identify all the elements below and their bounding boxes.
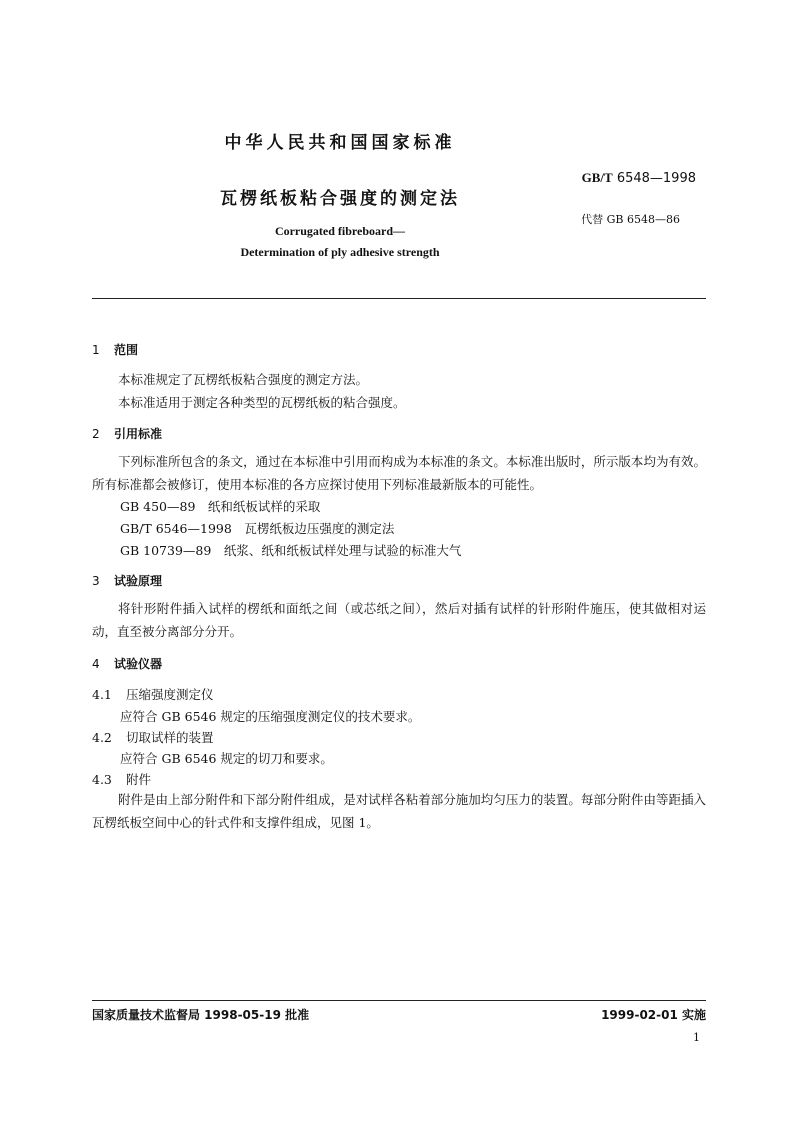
subsection-number: 4.1	[92, 687, 112, 702]
subsection-4-3-heading	[92, 770, 151, 788]
page-number: 1	[693, 1031, 700, 1044]
approval-line: 国家质量技术监督局 1998-05-19 批准	[92, 1008, 310, 1022]
section-2-body	[92, 450, 706, 496]
section-3-heading	[92, 572, 162, 589]
replaces-standard: 代替 GB 6548—86	[581, 213, 680, 226]
subsection-title: 附件	[126, 772, 152, 787]
section-3-body	[92, 597, 706, 643]
document-title-en-line1: Corrugated fibreboard—	[274, 224, 406, 238]
section-title: 范围	[114, 343, 139, 357]
subsection-4-2-heading	[92, 728, 214, 746]
section-number: 2	[92, 427, 100, 441]
reference-item: GB 450—89 纸和纸板试样的采取	[120, 499, 321, 514]
paragraph: 本标准适用于测定各种类型的瓦楞纸板的粘合强度。	[118, 395, 406, 410]
header-divider	[92, 298, 706, 299]
section-title: 试验仪器	[114, 657, 163, 671]
implementation-date: 1999-02-01 实施	[601, 1008, 706, 1022]
subsection-4-2-text: 应符合 GB 6546 规定的切刀和要求。	[120, 751, 333, 766]
document-title-en-line2: Determination of ply adhesive strength	[240, 245, 440, 259]
document-title-cn: 瓦楞纸板粘合强度的测定法	[220, 189, 460, 209]
standard-code-prefix: GB/T	[581, 170, 613, 185]
section-number: 4	[92, 657, 100, 671]
section-title: 引用标准	[114, 427, 163, 441]
subsection-4-1-text: 应符合 GB 6546 规定的压缩强度测定仪的技术要求。	[120, 709, 421, 724]
reference-item: GB 10739—89 纸浆、纸和纸板试样处理与试验的标准大气	[120, 543, 462, 558]
paragraph: 将针形附件插入试样的楞纸和面纸之间（或芯纸之间），然后对插有试样的针形附件施压，使其做相对运动，直至被分离部分分开。	[92, 601, 706, 639]
section-1-body	[92, 368, 706, 414]
reference-item: GB/T 6546—1998 瓦楞纸板边压强度的测定法	[120, 521, 395, 536]
section-2-heading	[92, 425, 162, 442]
subsection-4-1-heading	[92, 685, 214, 703]
subsection-number: 4.3	[92, 772, 112, 787]
standard-code-number: 6548—1998	[616, 171, 696, 186]
section-number: 3	[92, 574, 100, 588]
subsection-title: 压缩强度测定仪	[126, 687, 214, 702]
paragraph: 附件是由上部分附件和下部分附件组成，是对试样各粘着部分施加均匀压力的装置。每部分附件由等距插入瓦楞纸板空间中心的针式件和支撑件组成，见图 1。	[92, 792, 706, 830]
standard-title: 中华人民共和国国家标准	[224, 133, 456, 153]
section-number: 1	[92, 343, 100, 357]
subsection-number: 4.2	[92, 730, 112, 745]
subsection-title: 切取试样的装置	[126, 730, 214, 745]
paragraph: 本标准规定了瓦楞纸板粘合强度的测定方法。	[118, 372, 369, 387]
paragraph: 下列标准所包含的条文，通过在本标准中引用而构成为本标准的条文。本标准出版时，所示版本均为有效。所有标准都会被修订，使用本标准的各方应探讨使用下列标准最新版本的可能性。	[92, 454, 706, 492]
footer-divider	[92, 1000, 706, 1001]
section-title: 试验原理	[114, 574, 163, 588]
section-1-heading	[92, 341, 138, 358]
subsection-4-3-body	[92, 788, 706, 834]
section-4-heading	[92, 655, 162, 672]
